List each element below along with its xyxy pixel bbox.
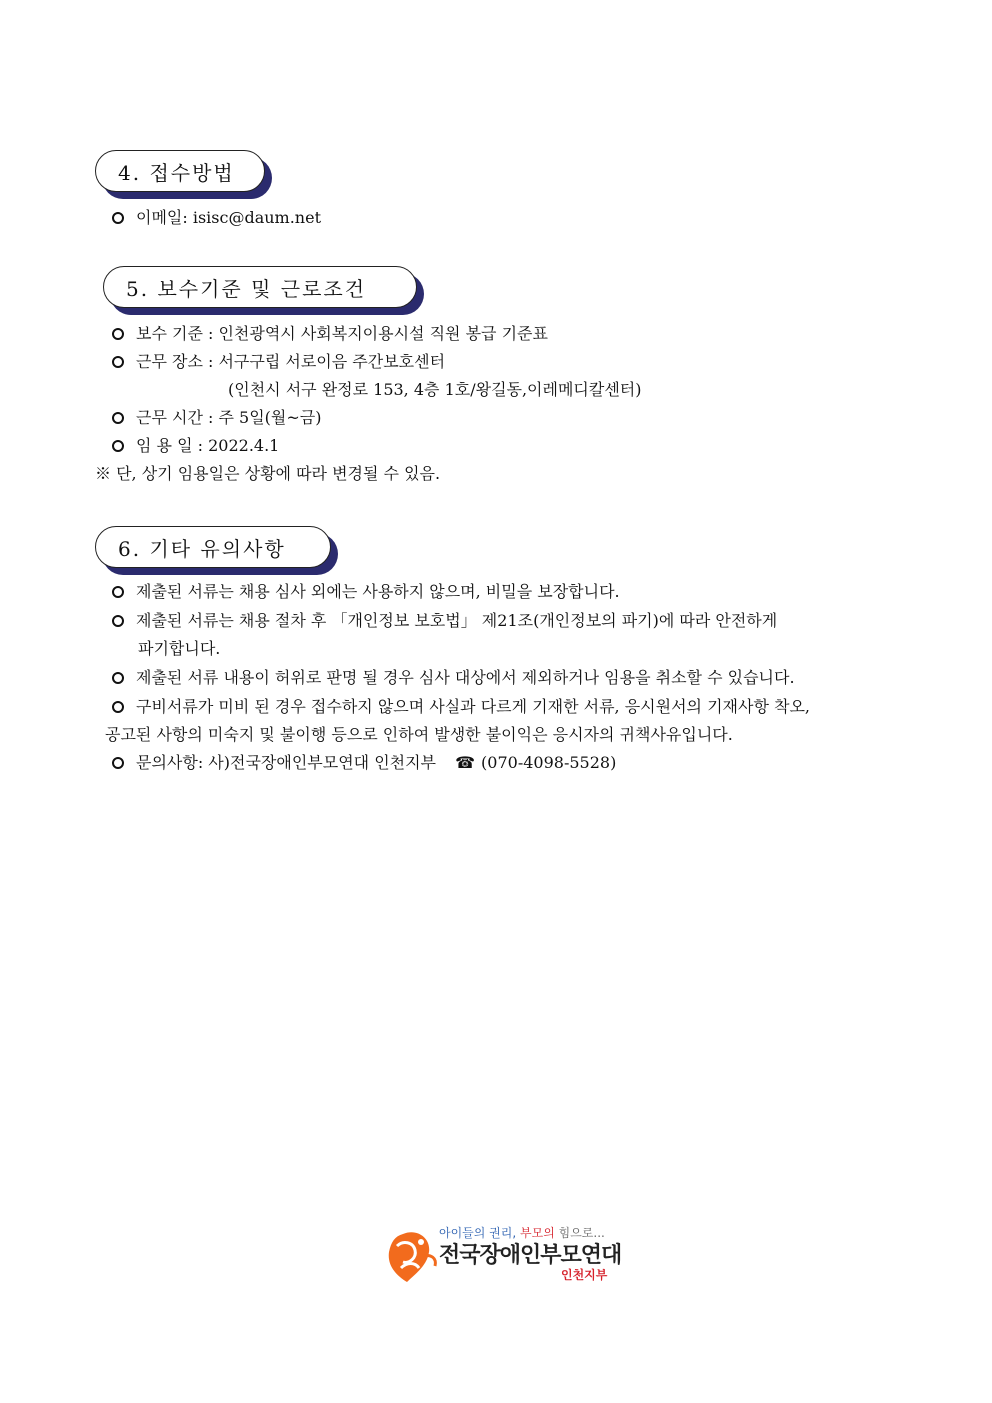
start-date-text: 임 용 일 : 2022.4.1: [136, 436, 280, 455]
bullet-icon: [112, 615, 124, 627]
section-5-title: 5. 보수기준 및 근로조건: [103, 266, 417, 308]
organization-logo: [383, 1224, 623, 1288]
logo-branch: 인천지부: [561, 1268, 608, 1282]
disposal-continued: 파기합니다.: [138, 639, 221, 658]
bullet-icon: [112, 586, 124, 598]
tagline-part3: 힘으로...: [558, 1226, 605, 1240]
bullet-icon: [112, 356, 124, 368]
date-note: ※ 단, 상기 임용일은 상황에 따라 변경될 수 있음.: [95, 464, 441, 483]
false-info-text: 제출된 서류 내용이 허위로 판명 될 경우 심사 대상에서 제외하거나 임용을 취소할 수 있습니다.: [136, 668, 795, 687]
section-6-title: 6. 기타 유의사항: [95, 526, 331, 568]
email-item: [112, 208, 321, 228]
contact-text: 문의사항: 사)전국장애인부모연대 인천지부: [136, 753, 437, 772]
bullet-icon: [112, 757, 124, 769]
tagline-part1: 아이들의 권리,: [439, 1226, 517, 1240]
incomplete-docs-continued: 공고된 사항의 미숙지 및 불이행 등으로 인하여 발생한 불이익은 응시자의 귀책사유입니다.: [105, 725, 733, 744]
email-text: 이메일: isisc@daum.net: [136, 208, 322, 227]
pay-standard-item: [112, 324, 548, 344]
section-4-header: [95, 150, 265, 192]
bullet-icon: [112, 412, 124, 424]
address-text: (인천시 서구 완정로 153, 4층 1호/왕길동,이레메디칼센터): [228, 380, 642, 399]
privacy-text: 제출된 서류는 채용 심사 외에는 사용하지 않으며, 비밀을 보장합니다.: [136, 582, 620, 601]
contact-item: [112, 753, 616, 773]
work-hours-item: [112, 408, 321, 428]
logo-mark-icon: [383, 1226, 441, 1288]
disposal-item: [112, 611, 777, 631]
work-location-item: [112, 352, 445, 372]
disposal-text: 제출된 서류는 채용 절차 후 「개인정보 보호법」 제21조(개인정보의 파기)에 따라 안전하게: [136, 611, 778, 630]
section-4-title: 4. 접수방법: [95, 150, 265, 192]
bullet-icon: [112, 701, 124, 713]
work-hours-text: 근무 시간 : 주 5일(월~금): [136, 408, 322, 427]
phone-icon: ☎: [455, 753, 476, 772]
bullet-icon: [112, 212, 124, 224]
work-location-text: 근무 장소 : 서구구립 서로이음 주간보호센터: [136, 352, 446, 371]
incomplete-docs-text: 구비서류가 미비 된 경우 접수하지 않으며 사실과 다르게 기재한 서류, 응시원서의 기재사항 착오,: [136, 697, 810, 716]
incomplete-docs-item: [112, 697, 810, 717]
bullet-icon: [112, 672, 124, 684]
section-5-header: [103, 266, 417, 308]
phone-number: (070-4098-5528): [481, 753, 617, 772]
logo-name: 전국장애인부모연대: [439, 1243, 622, 1268]
section-6-header: [95, 526, 331, 568]
start-date-item: [112, 436, 279, 456]
pay-standard-text: 보수 기준 : 인천광역시 사회복지이용시설 직원 봉급 기준표: [136, 324, 548, 343]
false-info-item: [112, 668, 795, 688]
bullet-icon: [112, 440, 124, 452]
privacy-item: [112, 582, 620, 602]
bullet-icon: [112, 328, 124, 340]
tagline-part2: 부모의: [520, 1226, 555, 1240]
